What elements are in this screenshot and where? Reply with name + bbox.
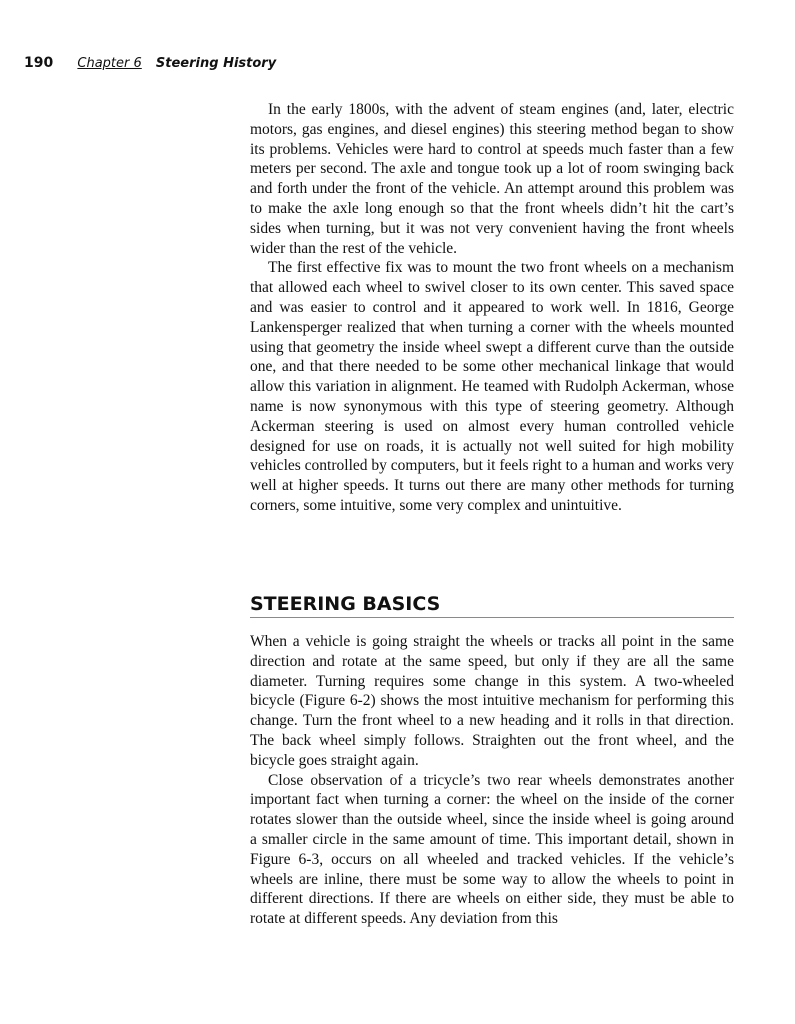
- chapter-title: Steering History: [155, 56, 277, 71]
- paragraph: In the early 1800s, with the advent of steam engines (and, later, electric motors, gas engines, and diesel engines) this steering method began to show its problems. Vehicles were hard to control at speeds much faster than a few meters per second. The axle and tongue took up a lot of room swinging back and forth under the front of the vehicle. An attempt around this problem was to make the axle long enough so that the front wheels didn’t hit the cart’s sides when turning, but it was not very convenient having the front wheels wider than the rest of the vehicle.: [250, 101, 734, 257]
- body-text-section: [250, 632, 734, 929]
- paragraph: The first effective fix was to mount the two front wheels on a mechanism that allowed each wheel to swivel closer to its own center. This saved space and was easier to control and it appeared to work well. In 1816, George Lankensperger realized that when turning a corner with the wheels mounted using that geometry the inside wheel swept a different curve than the outside one, and that there needed to be some other mechanical linkage that would allow this variation in alignment. He teamed with Rudolph Ackerman, whose name is now synonymous with this type of steering geometry. Although Ackerman steering is used on almost every human controlled vehicle designed for use on roads, it is actually not well suited for high mobility vehicles controlled by computers, but it feels right to a human and works very well at higher speeds. It turns out there are many other methods for turning corners, some intuitive, some very complex and unintuitive.: [250, 259, 734, 514]
- body-text-top: [250, 100, 734, 516]
- paragraph: When a vehicle is going straight the wheels or tracks all point in the same direction and rotate at the same speed, but only if they are all the same diameter. Turning requires some change in this system. A two-wheeled bicycle (Figure 6-2) shows the most intuitive mechanism for performing this change. Turn the front wheel to a new heading and it rolls in that direction. The back wheel simply follows. Straighten out the front wheel, and the bicycle goes straight again.: [250, 633, 734, 769]
- section-heading: STEERING BASICS: [250, 592, 734, 618]
- running-head: [24, 55, 276, 71]
- page-number: 190: [24, 55, 54, 71]
- chapter-label: Chapter 6: [77, 56, 142, 71]
- paragraph: Close observation of a tricycle’s two rear wheels demonstrates another important fact when turning a corner: the wheel on the inside of the corner rotates slower than the outside wheel, since the inside wheel is going around a smaller circle in the same amount of time. This important detail, shown in Figure 6-3, occurs on all wheeled and tracked vehicles. If the vehicle’s wheels are inline, there must be some way to allow the wheels to point in different directions. If there are wheels on either side, they must be able to rotate at different speeds. Any deviation from this: [250, 771, 734, 928]
